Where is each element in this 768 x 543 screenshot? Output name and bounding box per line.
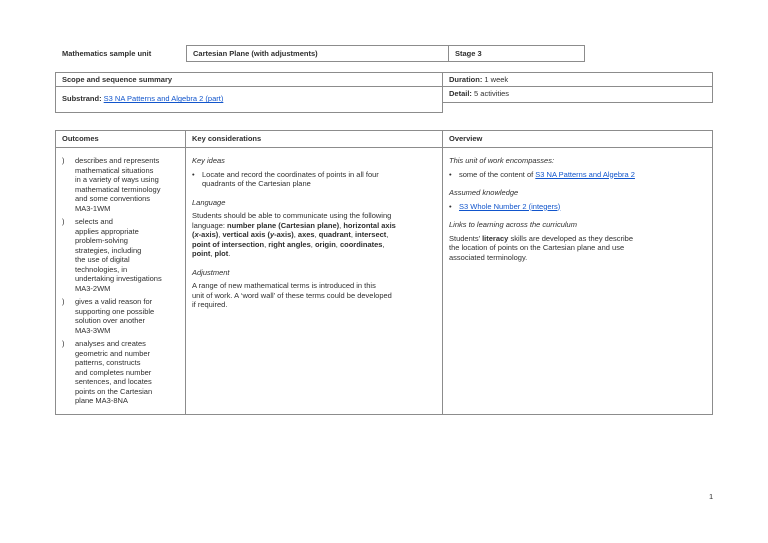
text-segment: literacy: [482, 233, 509, 243]
outcome-item: [62, 297, 181, 335]
bullet-dot: •: [449, 201, 452, 211]
duration-value: 1 week: [484, 75, 509, 84]
outcomes-header: Outcomes: [56, 131, 186, 147]
text-segment: x: [194, 230, 199, 239]
text-segment: ,: [293, 230, 298, 239]
text-segment: ,: [314, 230, 319, 239]
outcome-item: [62, 217, 181, 293]
substrand-label: Substrand:: [62, 94, 104, 104]
overview-content-bullet: [449, 170, 708, 180]
text-segment: .: [228, 249, 231, 258]
text-segment: ,: [335, 239, 340, 249]
text-segment: skills are developed as they describe: [508, 233, 634, 243]
key-ideas-bullet-text: Locate and record the coordinates of points in all four quadrants of the Cartesian plane: [202, 169, 379, 188]
outcome-marker: ): [62, 297, 65, 306]
page-number: 1: [709, 492, 714, 501]
assumed-knowledge-bullet-text: [459, 202, 560, 212]
text-segment: associated terminology.: [449, 252, 528, 262]
overview-header: Overview: [449, 134, 483, 143]
patterns-algebra-link[interactable]: S3 NA Patterns and Algebra 2: [535, 169, 635, 179]
outcome-text: gives a valid reason for supporting one possible solution over another MA3-3WM: [75, 297, 155, 335]
text-segment: axes: [297, 230, 315, 239]
text-segment: vertical axis (: [222, 230, 270, 239]
text-segment: intersect: [355, 230, 387, 239]
detail-value: 5 activities: [474, 89, 510, 98]
text-segment: horizontal axis: [343, 220, 396, 230]
literacy-paragraph: [449, 234, 708, 263]
text-segment: point: [192, 249, 211, 258]
outcome-text: describes and represents mathematical situations in a variety of ways using mathematical terminology and some conventions MA3-1WM: [75, 156, 161, 213]
text-segment: ,: [264, 239, 269, 249]
text-segment: point of intersection: [192, 239, 265, 249]
text-segment: Students’: [449, 233, 483, 243]
overview-intro-heading: This unit of work encompasses:: [449, 156, 555, 165]
main-table-header-row: [56, 131, 712, 148]
overview-cell: [443, 148, 712, 414]
detail-row: [443, 87, 712, 101]
outcome-item: [62, 339, 181, 406]
text-segment: Students should be able to communicate using the following: [192, 211, 392, 220]
outcome-marker: ): [62, 339, 65, 348]
text-segment: right angles: [268, 239, 311, 249]
text-segment: coordinates: [339, 239, 383, 249]
text-segment: -axis): [274, 230, 294, 239]
stage-cell: Stage 3: [455, 49, 482, 58]
unit-header-label: Mathematics sample unit: [62, 49, 152, 58]
scope-sequence-table: [55, 72, 443, 113]
language-paragraph: [192, 211, 438, 259]
text-segment: plot: [214, 249, 229, 258]
text-segment: ,: [382, 239, 385, 249]
language-heading: Language: [192, 197, 226, 207]
assumed-knowledge-heading: Assumed knowledge: [449, 188, 519, 197]
outcome-text: analyses and creates geometric and number patterns, constructs and completes number sentences, and locates points on the Cartesian plane MA3-8NA: [75, 339, 153, 405]
key-ideas-bullet: [192, 170, 438, 189]
bullet-dot: •: [192, 169, 195, 179]
main-table: [55, 130, 713, 415]
substrand-row: [56, 87, 442, 111]
scope-summary-heading: Scope and sequence summary: [56, 73, 442, 87]
duration-detail-table: [443, 72, 713, 103]
unit-title-table: [186, 45, 585, 62]
text-segment: quadrant: [318, 230, 351, 239]
substrand-link[interactable]: S3 NA Patterns and Algebra 2 (part): [103, 94, 224, 104]
text-segment: -axis): [198, 230, 219, 239]
text-segment: ,: [218, 230, 223, 239]
bullet-dot: •: [449, 169, 452, 179]
text-segment: the location of points on the Cartesian plane and use: [449, 243, 625, 252]
detail-label: Detail:: [449, 89, 475, 98]
text-segment: some of the content of: [459, 169, 536, 179]
text-segment: number plane (Cartesian plane): [227, 220, 340, 230]
adjustment-heading: Adjustment: [192, 267, 230, 277]
outcome-marker: ): [62, 156, 65, 165]
text-segment: ,: [386, 230, 389, 239]
text-segment: y: [269, 230, 275, 239]
whole-number-link[interactable]: S3 Whole Number 2 (integers): [459, 201, 561, 211]
duration-row: [443, 73, 712, 87]
key-considerations-header: Key considerations: [186, 131, 443, 147]
text-segment: ,: [210, 249, 215, 258]
adjustment-paragraph: A range of new mathematical terms is introduced in this unit of work. A ‘word wall’ of these terms could be developed if required.: [192, 281, 392, 309]
outcomes-cell: [56, 148, 186, 414]
duration-label: Duration:: [449, 75, 485, 84]
main-table-body-row: [56, 148, 712, 414]
text-segment: language:: [192, 220, 228, 230]
unit-header-row: [62, 45, 585, 62]
key-ideas-heading: Key ideas: [192, 156, 225, 165]
key-considerations-cell: [186, 148, 443, 414]
assumed-knowledge-bullet: [449, 202, 708, 212]
outcome-marker: ): [62, 217, 65, 226]
outcome-text: selects and applies appropriate problem-solving strategies, including the use of digital technologies, in undertaking investigations MA3-2WM: [75, 217, 162, 293]
text-segment: (: [192, 230, 195, 239]
text-segment: ,: [310, 239, 315, 249]
unit-title-cell: Cartesian Plane (with adjustments): [187, 46, 449, 61]
text-segment: origin: [314, 239, 336, 249]
text-segment: ,: [350, 230, 356, 239]
outcome-item: [62, 156, 181, 213]
links-curriculum-heading: Links to learning across the curriculum: [449, 220, 577, 229]
overview-content-bullet-text: [459, 170, 635, 180]
text-segment: ,: [339, 220, 344, 230]
